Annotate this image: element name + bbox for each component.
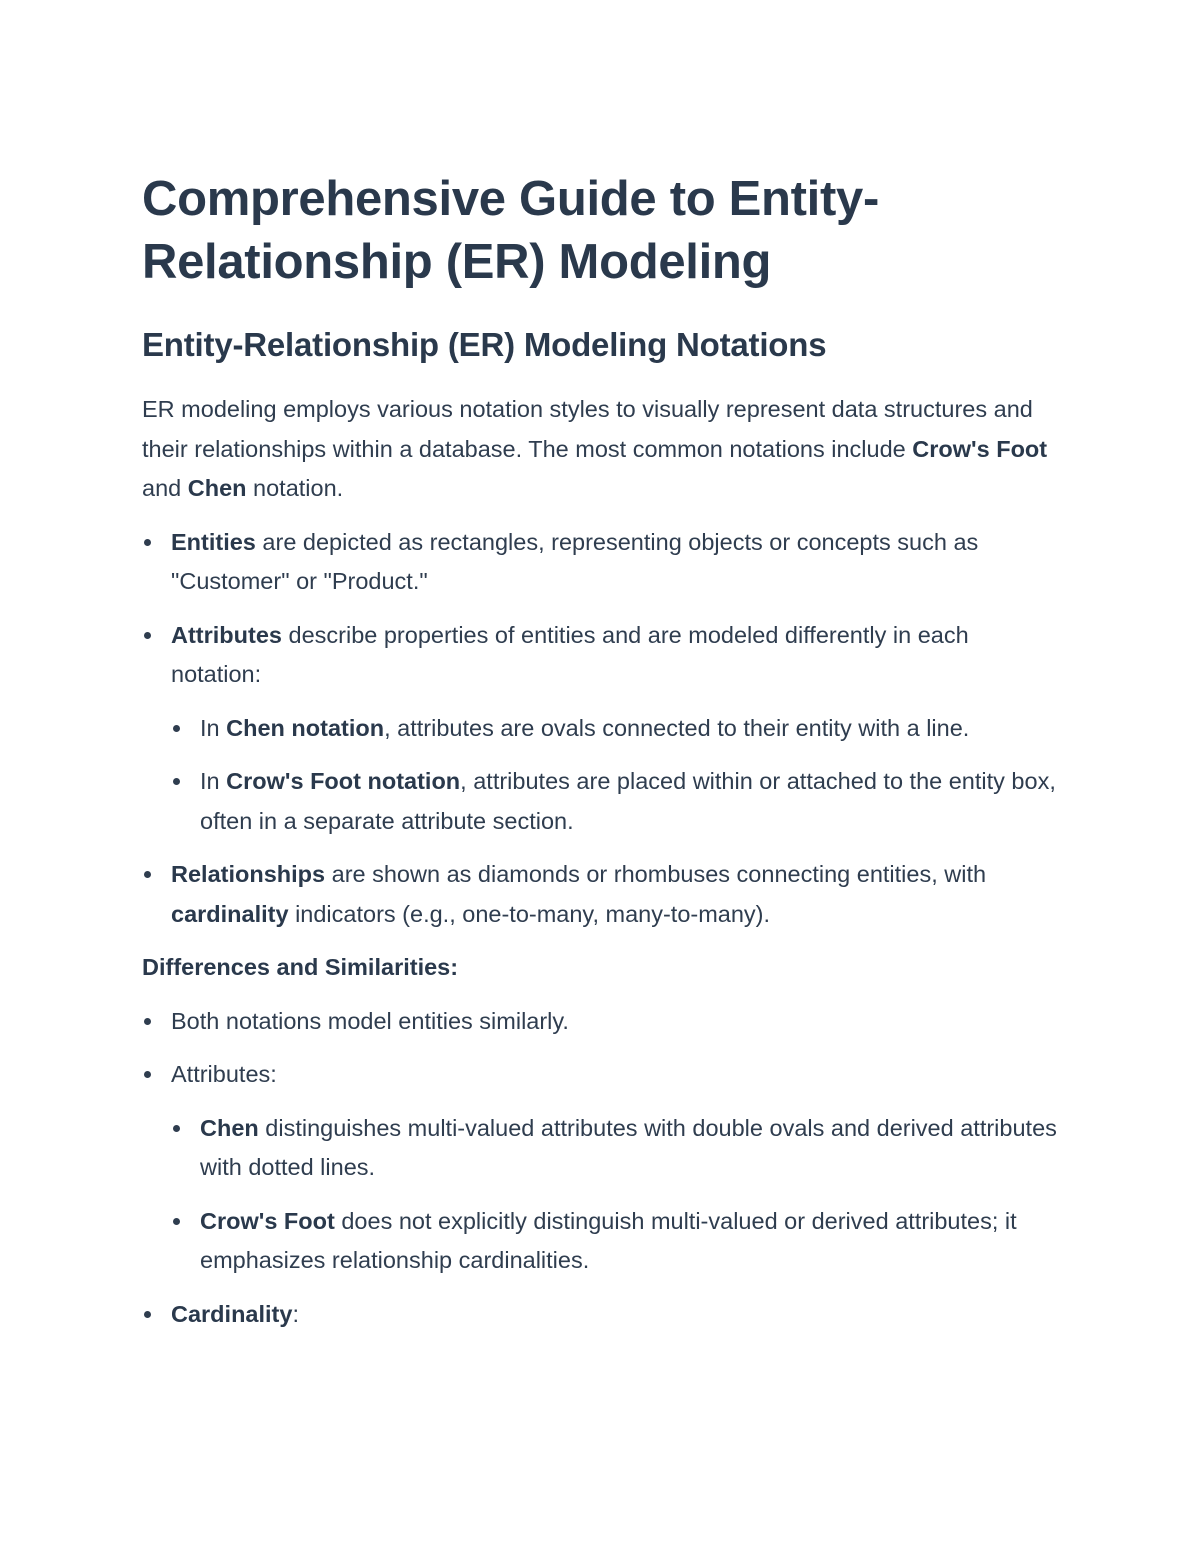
bullet-icon [144, 539, 151, 546]
chen-diff-text: distinguishes multi-valued attributes with double ovals and derived attributes with dotted lines. [200, 1114, 1057, 1180]
relationships-text-1: are shown as diamonds or rhombuses connecting entities, with [325, 861, 987, 887]
chen-notation-term: Chen notation [226, 714, 385, 741]
bullet-icon [144, 871, 151, 878]
crows-foot-notation-term: Crow's Foot notation [226, 768, 461, 794]
list-item-entities [142, 523, 1062, 602]
section-heading: Entity-Relationship (ER) Modeling Notations [142, 326, 827, 363]
list-item-cardinality [142, 1295, 1062, 1335]
document-page [142, 168, 1062, 1334]
notation-list [142, 523, 1062, 935]
both-text: Both notations model entities similarly. [171, 1007, 569, 1034]
attributes-sublist [171, 709, 1062, 842]
intro-text-2: and [142, 475, 188, 501]
bullet-icon [173, 1125, 180, 1132]
bullet-icon [173, 725, 180, 732]
cardinality-colon: : [292, 1300, 299, 1327]
relationships-text-2: indicators (e.g., one-to-many, many-to-many). [288, 900, 771, 927]
chen-term: Chen [200, 1114, 259, 1141]
list-item-both [142, 1002, 1062, 1042]
chen-pre: In [200, 714, 227, 741]
bullet-icon [173, 1218, 180, 1225]
attributes-diff-sublist [171, 1109, 1062, 1281]
list-item-crows-foot-notation [171, 762, 1062, 841]
bullet-icon [144, 1018, 151, 1025]
bullet-icon [173, 778, 180, 785]
list-item-crows-diff [171, 1202, 1062, 1281]
intro-text-1: ER modeling employs various notation styles to visually represent data structures and their relationships within a database. The most common notations include [142, 396, 1033, 462]
bullet-icon [144, 1311, 151, 1318]
intro-paragraph [142, 390, 1062, 509]
list-item-relationships [142, 855, 1062, 934]
bullet-icon [144, 632, 151, 639]
list-item-chen-notation [171, 709, 1062, 749]
attributes-term: Attributes [171, 621, 282, 648]
list-item-attributes [142, 616, 1062, 842]
crows-foot-notation-text: , attributes are placed within or attached to the entity box, often in a separate attribute section. [200, 768, 1056, 834]
chen-notation-text: , attributes are ovals connected to their entity with a line. [384, 714, 970, 741]
entities-term: Entities [171, 528, 256, 555]
relationships-term: Relationships [171, 861, 326, 887]
intro-bold-crows-foot: Crow's Foot [912, 435, 1048, 462]
crows-diff-text: does not explicitly distinguish multi-valued or derived attributes; it emphasizes relationship cardinalities. [200, 1207, 1017, 1273]
page-title: Comprehensive Guide to Entity-Relationship (ER) Modeling [142, 172, 879, 289]
bullet-icon [144, 1071, 151, 1078]
cardinality-term: cardinality [171, 900, 289, 927]
differences-heading: Differences and Similarities: [142, 954, 459, 980]
intro-bold-chen: Chen [187, 475, 247, 501]
cardinality-label: Cardinality [171, 1300, 293, 1327]
attributes-text: describe properties of entities and are modeled differently in each notation: [171, 621, 969, 687]
differences-list [142, 1002, 1062, 1335]
list-item-chen-diff [171, 1109, 1062, 1188]
crows-foot-term: Crow's Foot [200, 1207, 335, 1234]
crows-pre: In [200, 768, 227, 794]
entities-text: are depicted as rectangles, representing objects or concepts such as "Customer" or "Product." [171, 528, 979, 594]
intro-text-3: notation. [246, 475, 344, 501]
attributes-label: Attributes: [171, 1061, 277, 1087]
list-item-attributes-diff [142, 1055, 1062, 1281]
